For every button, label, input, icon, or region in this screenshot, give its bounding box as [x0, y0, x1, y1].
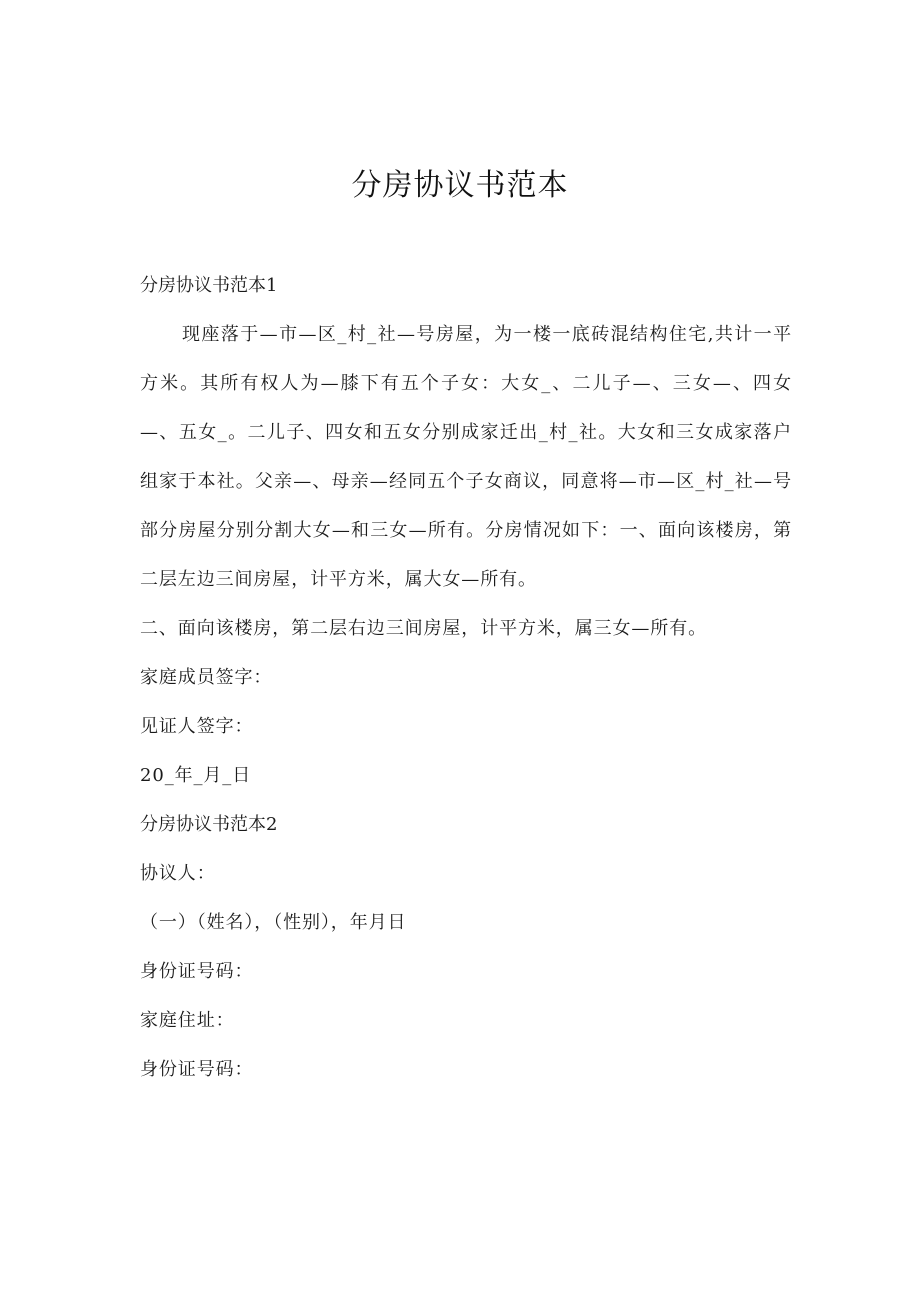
- document-body: [140, 261, 792, 1094]
- home-address-label: 家庭住址：: [140, 1010, 235, 1031]
- id-number-label-2: 身份证号码：: [140, 1059, 254, 1080]
- signature-date: 20_年_月_日: [140, 765, 252, 786]
- section1-heading: 分房协议书范本1: [140, 275, 278, 296]
- witness-signature-label: 见证人签字：: [140, 716, 254, 737]
- document-title: 分房协议书范本: [351, 168, 569, 203]
- section1-paragraph: 现座落于—市—区_村_社—号房屋，为一楼一底砖混结构住宅,共计一平方米。其所有权人为—膝下有五个子女：大女_、二儿子—、三女—、四女—、五女_。二儿子、四女和五女分别成家迁出_村_社。大女和三女成家落户组家于本社。父亲—、母亲—经同五个子女商议，同意将—市—区_村_社—号部分房屋分别分割大女—和三女—所有。分房情况如下：一、面向该楼房，第二层左边三间房屋，计平方米，属大女—所有。: [140, 324, 792, 590]
- section2-heading: 分房协议书范本2: [140, 814, 278, 835]
- party1-info: （一）（姓名），（性别），年月日: [140, 912, 407, 933]
- section1-item2: 二、面向该楼房，第二层右边三间房屋，计平方米，属三女—所有。: [140, 618, 707, 639]
- id-number-label-1: 身份证号码：: [140, 961, 254, 982]
- parties-label: 协议人：: [140, 863, 216, 884]
- family-signature-label: 家庭成员签字：: [140, 667, 273, 688]
